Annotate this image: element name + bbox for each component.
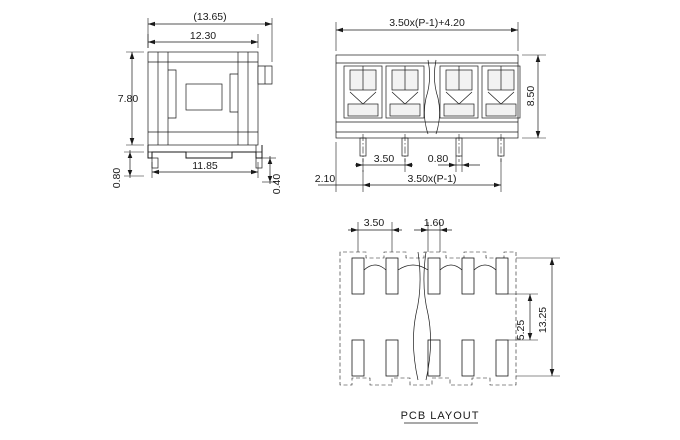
- arrow: [148, 40, 155, 45]
- pcb-layout-group: [340, 217, 560, 423]
- pcb-pad-bottom-4: [462, 340, 474, 376]
- dim-base-height: 0.80: [111, 167, 123, 189]
- arrow: [462, 163, 469, 168]
- pcb-pad-top-3: [428, 258, 440, 294]
- arrow: [528, 333, 533, 340]
- pole-base: [390, 104, 420, 116]
- arrow: [351, 228, 358, 233]
- dim-body-height-front: 8.50: [525, 85, 537, 107]
- dim-overall-width-formula: 3.50x(P-1)+4.20: [389, 17, 465, 29]
- pcb-pad-top-1: [352, 258, 364, 294]
- arrow: [405, 163, 412, 168]
- arrow: [130, 138, 135, 145]
- arrow: [128, 152, 133, 158]
- arrow: [550, 369, 555, 376]
- pcb-break-left: [413, 252, 420, 380]
- arrow: [494, 183, 501, 188]
- dim-pad-pitch: 3.50: [363, 217, 385, 229]
- arrow: [511, 28, 518, 33]
- pcb-arc-2: [398, 265, 428, 270]
- dim-edge-offset: 2.10: [314, 173, 336, 185]
- arrow: [392, 228, 399, 233]
- dim-pin-span-formula: 3.50x(P-1): [407, 173, 457, 185]
- arrow: [528, 294, 533, 301]
- pcb-pad-bottom-1: [352, 340, 364, 376]
- pole-base: [444, 104, 474, 116]
- arrow: [268, 158, 273, 164]
- pcb-pad-bottom-2: [386, 340, 398, 376]
- dim-outline-height: 13.25: [537, 306, 549, 334]
- dim-body-height: 7.80: [117, 93, 139, 105]
- arrow: [128, 170, 133, 176]
- dim-foot-span: 11.85: [192, 160, 218, 172]
- pcb-arc-1: [364, 265, 386, 270]
- dim-pitch: 3.50: [373, 153, 395, 165]
- arrow: [251, 170, 258, 175]
- arrow: [536, 131, 541, 138]
- pcb-layout-title: PCB LAYOUT: [400, 410, 480, 422]
- arrow: [550, 258, 555, 265]
- arrow: [152, 170, 159, 175]
- arrow: [148, 22, 155, 27]
- side-view-group: [111, 11, 283, 194]
- dim-pin-offset: 0.40: [271, 173, 283, 195]
- pole-base: [486, 104, 516, 116]
- pcb-pad-top-4: [462, 258, 474, 294]
- pcb-arc-3: [440, 265, 462, 270]
- side-pin-right: [256, 158, 262, 168]
- arrow: [356, 163, 363, 168]
- arrow: [336, 28, 343, 33]
- pcb-pad-top-2: [386, 258, 398, 294]
- dim-row-spacing: 5.25: [515, 319, 527, 341]
- pcb-arc-4: [474, 265, 496, 270]
- front-view-group: [315, 17, 546, 192]
- dim-pad-gap: 1.60: [423, 217, 445, 229]
- arrow: [536, 55, 541, 62]
- dim-body-length: 12.30: [189, 30, 217, 42]
- dim-pin-width: 0.80: [427, 153, 449, 165]
- arrow: [449, 163, 456, 168]
- pole-base: [348, 104, 378, 116]
- arrow: [130, 52, 135, 59]
- arrow: [363, 183, 370, 188]
- side-pin-left: [152, 158, 158, 168]
- arrow: [251, 40, 258, 45]
- pcb-pad-bottom-5: [496, 340, 508, 376]
- side-body-outline: [148, 52, 258, 145]
- side-base-profile: [148, 145, 262, 158]
- dim-overall-bracket: (13.65): [193, 11, 227, 23]
- arrow: [265, 22, 272, 27]
- pcb-pad-top-5: [496, 258, 508, 294]
